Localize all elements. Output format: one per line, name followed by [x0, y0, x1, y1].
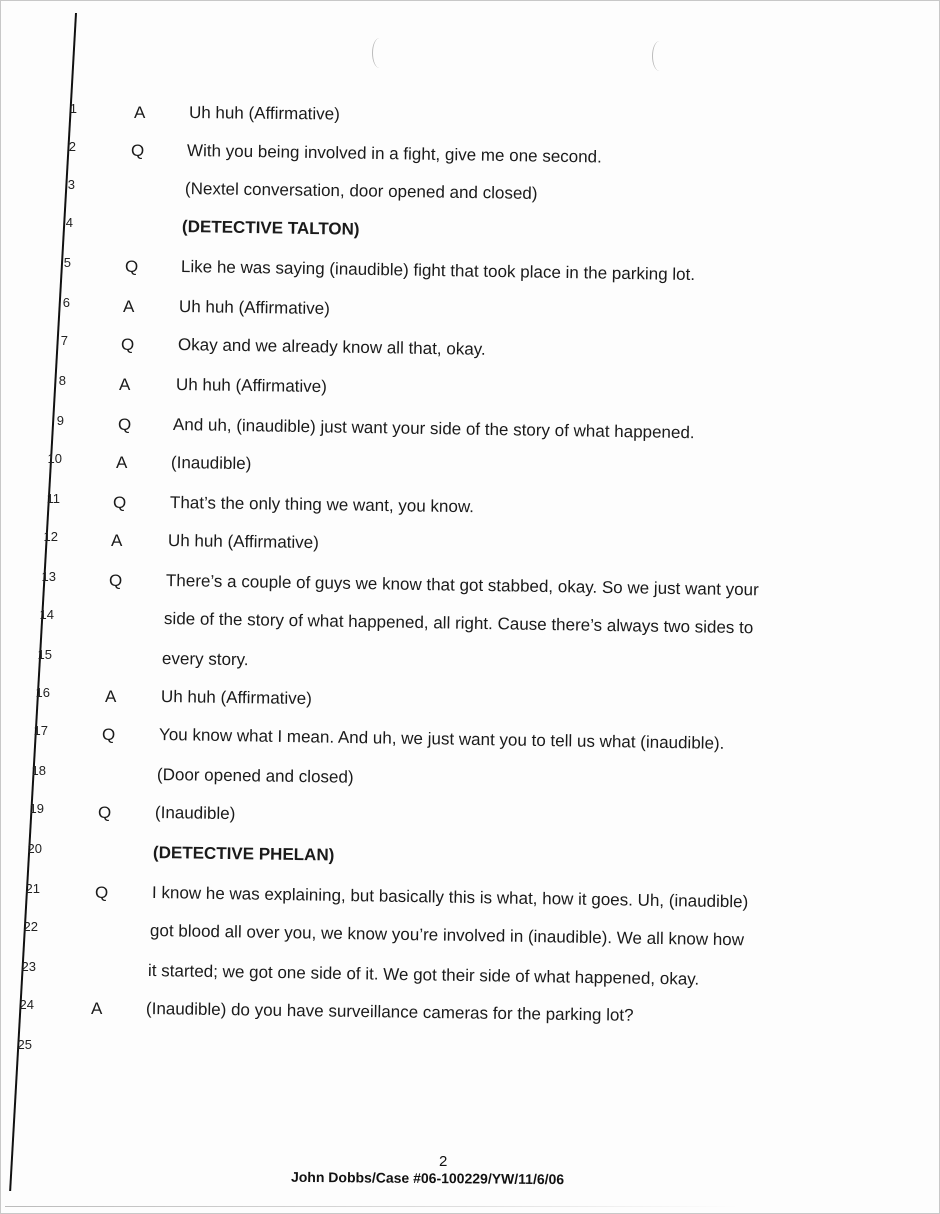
line-text: Uh huh (Affirmative): [167, 531, 319, 553]
transcript-line: [1, 333, 901, 357]
transcript-line: [1, 881, 901, 912]
line-number: 12: [43, 529, 58, 544]
speaker-label: Q: [131, 141, 145, 160]
speaker-label: A: [91, 999, 103, 1018]
punch-hole-mark: [652, 41, 667, 71]
speaker-heading: (DETECTIVE TALTON): [181, 217, 360, 239]
line-text: Okay and we already know all that, okay.: [177, 335, 486, 359]
transcript-line: [1, 139, 901, 167]
line-number: 18: [31, 763, 46, 778]
speaker-label: Q: [95, 883, 109, 902]
line-text: I know he was explaining, but basically this is what, how it goes. Uh, (inaudible): [151, 883, 749, 912]
line-text: That’s the only thing we want, you know.: [169, 493, 475, 517]
scan-edge-shadow: [5, 1206, 739, 1207]
line-number: 9: [56, 413, 64, 428]
line-number: 16: [35, 685, 50, 700]
line-text: Uh huh (Affirmative): [175, 375, 327, 397]
line-number: 23: [21, 959, 36, 974]
line-number: 3: [67, 177, 75, 192]
transcript-line: [1, 491, 901, 515]
speaker-label: A: [105, 687, 117, 706]
line-text: Uh huh (Affirmative): [160, 687, 312, 709]
speaker-label: Q: [102, 725, 116, 744]
transcript-line: [1, 959, 901, 989]
line-number: 22: [23, 919, 38, 934]
line-text: There’s a couple of guys we know that got stabbed, okay. So we just want your: [165, 571, 759, 600]
transcript-line: [1, 763, 901, 787]
line-text: side of the story of what happened, all right. Cause there’s always two sides to: [163, 609, 754, 638]
transcript-line: [1, 919, 901, 950]
transcript-line: [1, 997, 901, 1025]
line-number: 19: [29, 801, 44, 816]
speaker-label: Q: [113, 493, 127, 512]
line-number: 14: [39, 607, 54, 622]
line-text: Like he was saying (inaudible) fight that took place in the parking lot.: [180, 257, 696, 285]
line-text: Uh huh (Affirmative): [178, 297, 330, 319]
line-number: 20: [27, 841, 42, 856]
line-number: 17: [33, 723, 48, 738]
speaker-heading: (DETECTIVE PHELAN): [152, 843, 335, 865]
line-number: 11: [46, 491, 60, 506]
transcript-line: [1, 295, 901, 319]
speaker-label: A: [119, 375, 131, 394]
line-number: 4: [65, 215, 73, 230]
case-reference: John Dobbs/Case #06-100229/YW/11/6/06: [290, 1168, 565, 1188]
speaker-label: Q: [109, 571, 123, 590]
transcript-line: [1, 529, 901, 553]
line-number: 7: [60, 333, 68, 348]
line-text: Uh huh (Affirmative): [188, 103, 340, 124]
line-text: With you being involved in a fight, give me one second.: [186, 141, 602, 167]
line-text: (Inaudible): [170, 453, 252, 474]
transcript-line: [1, 101, 901, 125]
transcript-line: [1, 215, 901, 239]
line-number: 5: [63, 255, 71, 270]
transcript-line: [1, 569, 901, 600]
line-text: (Nextel conversation, door opened and closed): [184, 179, 538, 203]
speaker-label: Q: [121, 335, 135, 354]
line-text: (Inaudible) do you have surveillance cameras for the parking lot?: [145, 999, 634, 1025]
line-text: every story.: [161, 649, 249, 670]
line-number: 15: [37, 647, 52, 662]
speaker-label: A: [123, 297, 135, 316]
transcript-line: [1, 685, 901, 709]
line-number: 2: [68, 139, 76, 154]
line-number: 8: [58, 373, 66, 388]
line-text: You know what I mean. And uh, we just want you to tell us what (inaudible).: [158, 725, 725, 753]
transcript-line: [1, 177, 901, 201]
speaker-label: Q: [118, 415, 132, 434]
transcript-line: [1, 607, 901, 638]
speaker-label: A: [134, 103, 146, 122]
page-number: 2: [439, 1153, 448, 1170]
line-number: 25: [17, 1037, 32, 1052]
line-text: it started; we got one side of it. We got their side of what happened, okay.: [147, 961, 700, 989]
line-text: (Inaudible): [154, 803, 236, 824]
transcript-line: [1, 647, 901, 671]
transcript-line: [1, 255, 901, 285]
transcript-line: [1, 801, 901, 825]
transcript-line: [1, 413, 901, 443]
speaker-label: Q: [125, 257, 139, 276]
line-number: 6: [62, 295, 70, 310]
transcript-line: [1, 451, 901, 475]
punch-hole-mark: [372, 38, 387, 68]
speaker-label: A: [111, 531, 123, 550]
line-text: (Door opened and closed): [156, 765, 354, 787]
line-number: 13: [41, 569, 56, 584]
line-number: 24: [19, 997, 34, 1012]
speaker-label: A: [116, 453, 128, 472]
line-number: 10: [47, 451, 62, 466]
speaker-label: Q: [98, 803, 112, 822]
transcript-line: [1, 723, 901, 753]
line-number: 21: [25, 881, 40, 896]
transcript-line: [1, 1037, 901, 1061]
transcript-line: [1, 373, 901, 397]
line-number: 1: [69, 101, 77, 116]
line-text: got blood all over you, we know you’re involved in (inaudible). We all know how: [149, 921, 745, 950]
transcript-line: [1, 841, 901, 865]
line-text: And uh, (inaudible) just want your side of the story of what happened.: [172, 415, 695, 443]
